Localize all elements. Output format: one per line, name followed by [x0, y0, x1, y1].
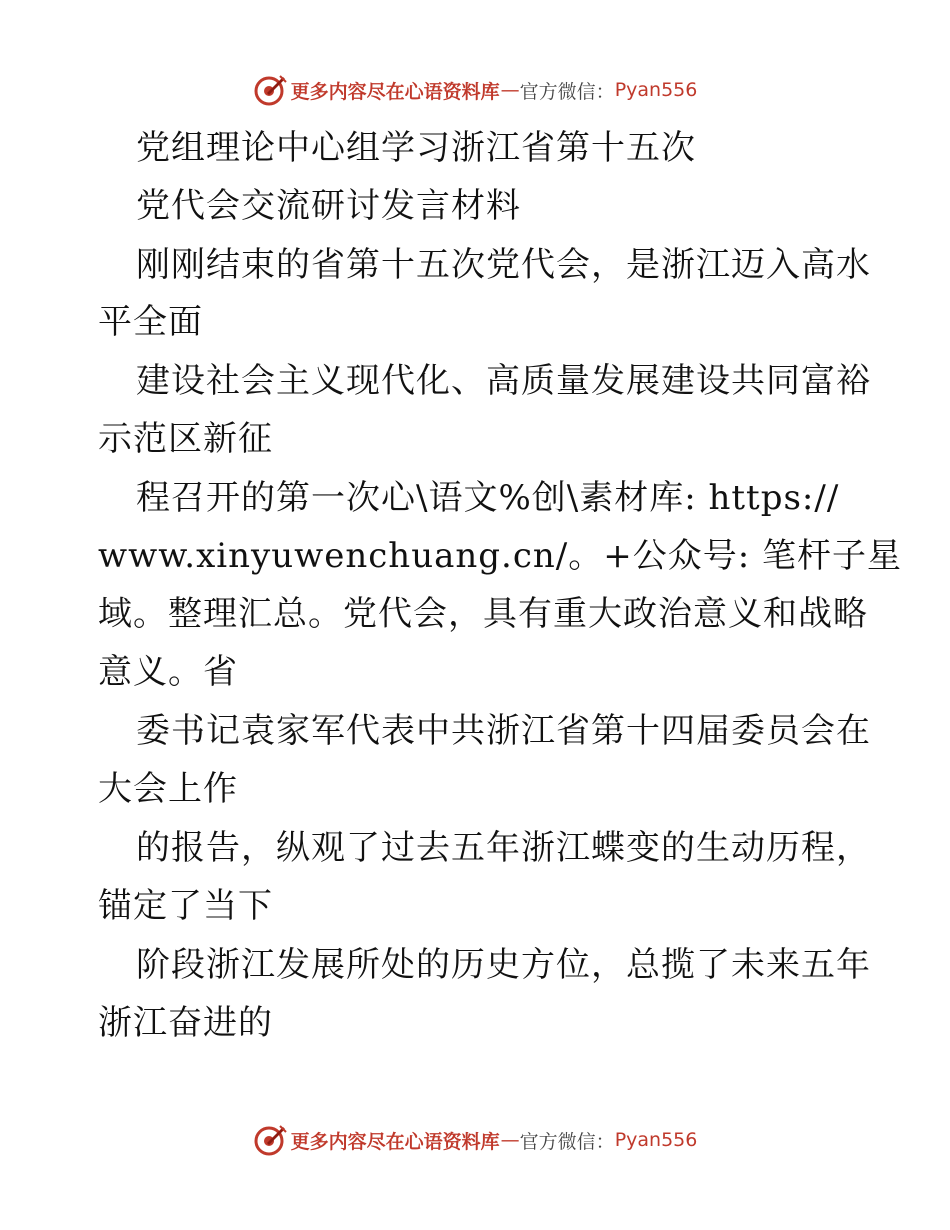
doc-text-line: 建设社会主义现代化、高质量发展建设共同富裕: [136, 361, 871, 401]
banner-separator: —: [500, 1129, 519, 1151]
doc-text-line: 的报告，纵观了过去五年浙江蝶变的生动历程，: [136, 828, 871, 868]
doc-title-line-2: 党代会交流研讨发言材料: [136, 186, 521, 226]
doc-text-line: 浙江奋进的: [98, 1003, 273, 1043]
pen-logo-icon: [253, 73, 287, 107]
doc-text-line: 刚刚结束的省第十五次党代会，是浙江迈入高水: [136, 245, 871, 285]
footer-banner: [0, 1120, 950, 1160]
doc-text-line: 域。整理汇总。党代会，具有重大政治意义和战略: [98, 594, 868, 634]
banner-lead-text: 更多内容尽在心语资料库: [290, 80, 500, 103]
doc-text-line: 大会上作: [98, 769, 238, 809]
banner-wechat-id: Pyan556: [614, 1129, 698, 1151]
banner-wechat-id: Pyan556: [614, 79, 698, 101]
doc-text-line: 程召开的第一次心\语文%创\素材库: https://: [136, 478, 840, 518]
doc-text-line: 意义。省: [98, 652, 238, 692]
doc-text-line: 委书记袁家军代表中共浙江省第十四届委员会在: [136, 711, 871, 751]
banner-separator: —: [500, 79, 519, 101]
doc-text-line: 阶段浙江发展所处的历史方位，总揽了未来五年: [136, 945, 871, 985]
pen-logo-icon: [253, 1123, 287, 1157]
doc-text-line: www.xinyuwenchuang.cn/。+公众号: 笔杆子星: [98, 536, 902, 576]
header-banner: [0, 70, 950, 110]
banner-wechat-label: 官方微信：: [519, 1130, 615, 1153]
doc-title-line-1: 党组理论中心组学习浙江省第十五次: [136, 128, 696, 168]
doc-text-line: 锚定了当下: [98, 886, 273, 926]
banner-lead-text: 更多内容尽在心语资料库: [290, 1130, 500, 1153]
doc-text-line: 平全面: [98, 302, 203, 342]
doc-text-line: 示范区新征: [98, 419, 273, 459]
banner-wechat-label: 官方微信：: [519, 80, 615, 103]
